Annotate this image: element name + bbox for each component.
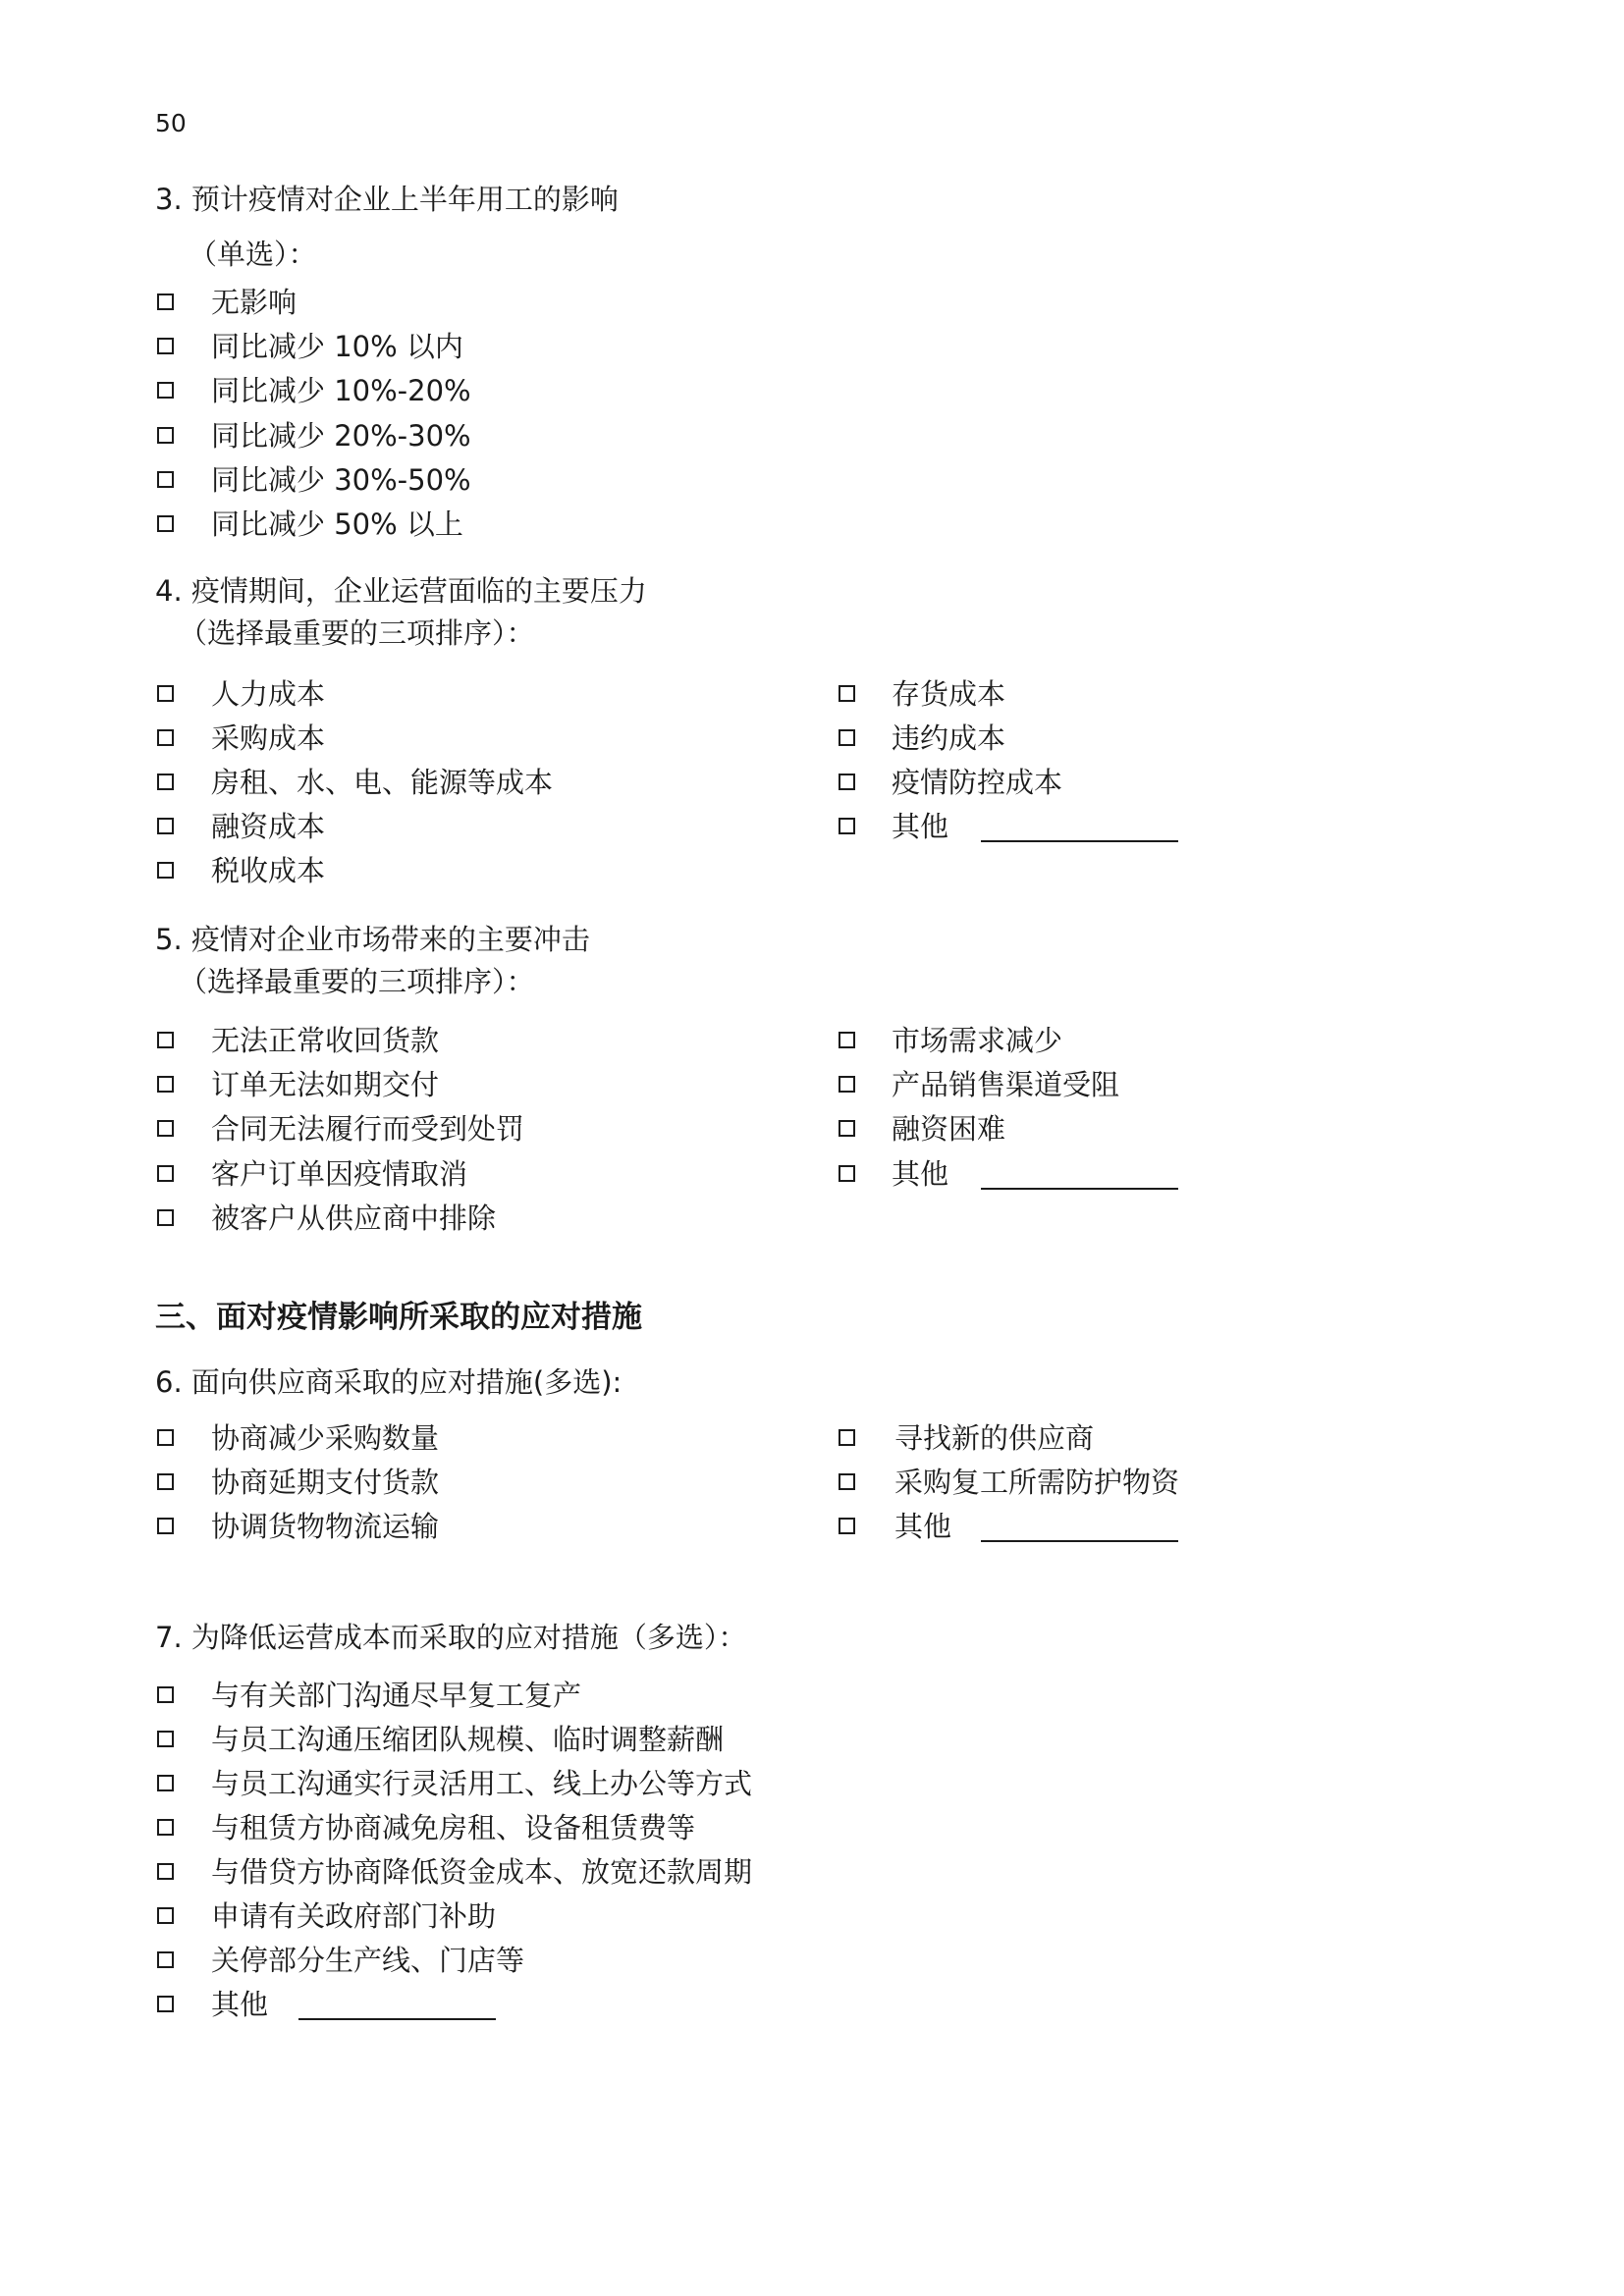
- option-label: 融资困难: [892, 1112, 1006, 1147]
- option-label: 同比减少 50% 以上: [211, 507, 463, 541]
- q5-subtitle: （选择最重要的三项排序）：: [179, 965, 535, 998]
- q6-title: 6. 面向供应商采取的应对措施(多选):: [155, 1365, 623, 1399]
- checkbox[interactable]: [157, 1775, 174, 1791]
- checkbox[interactable]: [157, 1209, 174, 1226]
- option-label: 同比减少 10%-20%: [211, 374, 471, 408]
- checkbox[interactable]: [839, 1165, 855, 1182]
- option-label: 其他: [894, 1510, 952, 1543]
- option-label: 采购成本: [211, 721, 326, 755]
- option-label: 无法正常收回货款: [211, 1024, 440, 1057]
- checkbox[interactable]: [157, 1518, 174, 1534]
- checkbox[interactable]: [157, 515, 174, 532]
- checkbox[interactable]: [157, 294, 174, 310]
- option-label: 同比减少 10% 以内: [211, 330, 463, 364]
- checkbox[interactable]: [839, 1473, 855, 1490]
- option-label: 存货成本: [892, 677, 1006, 711]
- checkbox[interactable]: [839, 729, 855, 746]
- option-label: 同比减少 30%-50%: [211, 462, 471, 497]
- checkbox[interactable]: [839, 1518, 855, 1534]
- checkbox[interactable]: [839, 774, 855, 790]
- checkbox[interactable]: [157, 471, 174, 488]
- option-label: 税收成本: [211, 854, 326, 887]
- option-label: 与借贷方协商降低资金成本、放宽还款周期: [211, 1855, 753, 1889]
- option-label: 采购复工所需防护物资: [894, 1466, 1180, 1499]
- option-label: 与租赁方协商减免房租、设备租赁费等: [211, 1811, 696, 1844]
- option-label: 同比减少 20%-30%: [211, 418, 471, 453]
- checkbox[interactable]: [157, 818, 174, 834]
- option-label: 融资成本: [211, 810, 326, 843]
- option-label: 违约成本: [892, 721, 1006, 755]
- checkbox[interactable]: [839, 685, 855, 702]
- option-label: 其他: [892, 810, 949, 843]
- q5-title: 5. 疫情对企业市场带来的主要冲击: [155, 923, 590, 956]
- option-label: 无影响: [211, 286, 298, 319]
- checkbox[interactable]: [157, 1907, 174, 1924]
- option-label: 申请有关政府部门补助: [211, 1899, 497, 1933]
- option-label: 协商延期支付货款: [211, 1466, 440, 1499]
- option-label: 与有关部门沟通尽早复工复产: [211, 1679, 582, 1712]
- option-label: 人力成本: [211, 677, 326, 711]
- checkbox[interactable]: [157, 685, 174, 702]
- option-label: 协调货物物流运输: [211, 1510, 440, 1543]
- checkbox[interactable]: [157, 862, 174, 879]
- option-label: 其他: [211, 1988, 269, 2021]
- q3-title: 3. 预计疫情对企业上半年用工的影响: [155, 183, 619, 216]
- other-fill-in-line[interactable]: [981, 840, 1178, 842]
- option-label: 合同无法履行而受到处罚: [211, 1112, 525, 1147]
- option-label: 关停部分生产线、门店等: [211, 1944, 525, 1977]
- checkbox[interactable]: [157, 1951, 174, 1968]
- option-label: 其他: [892, 1156, 949, 1191]
- option-label: 被客户从供应商中排除: [211, 1201, 497, 1235]
- checkbox[interactable]: [157, 1165, 174, 1182]
- option-label: 市场需求减少: [892, 1024, 1063, 1057]
- checkbox[interactable]: [839, 1032, 855, 1048]
- checkbox[interactable]: [839, 818, 855, 834]
- other-fill-in-line[interactable]: [981, 1188, 1178, 1190]
- q3-subtitle: （单选）：: [189, 238, 317, 271]
- checkbox[interactable]: [157, 1819, 174, 1836]
- checkbox[interactable]: [157, 1032, 174, 1048]
- page-number: 50: [155, 109, 187, 137]
- checkbox[interactable]: [839, 1120, 855, 1137]
- option-label: 与员工沟通实行灵活用工、线上办公等方式: [211, 1767, 753, 1800]
- checkbox[interactable]: [839, 1076, 855, 1093]
- q7-title: 7. 为降低运营成本而采取的应对措施（多选）：: [155, 1621, 747, 1654]
- checkbox[interactable]: [157, 729, 174, 746]
- checkbox[interactable]: [157, 1686, 174, 1703]
- checkbox[interactable]: [157, 1120, 174, 1137]
- option-label: 订单无法如期交付: [211, 1068, 440, 1102]
- option-label: 与员工沟通压缩团队规模、临时调整薪酬: [211, 1723, 725, 1756]
- checkbox[interactable]: [157, 1076, 174, 1093]
- checkbox[interactable]: [157, 1863, 174, 1880]
- q4-title: 4. 疫情期间，企业运营面临的主要压力: [155, 574, 647, 608]
- option-label: 产品销售渠道受阻: [892, 1068, 1120, 1102]
- checkbox[interactable]: [157, 1731, 174, 1747]
- checkbox[interactable]: [157, 1473, 174, 1490]
- checkbox[interactable]: [157, 427, 174, 444]
- checkbox[interactable]: [157, 338, 174, 354]
- option-label: 房租、水、电、能源等成本: [211, 766, 554, 799]
- option-label: 协商减少采购数量: [211, 1421, 440, 1455]
- option-label: 疫情防控成本: [892, 766, 1063, 799]
- checkbox[interactable]: [157, 382, 174, 399]
- checkbox[interactable]: [157, 1429, 174, 1446]
- checkbox[interactable]: [157, 774, 174, 790]
- option-label: 寻找新的供应商: [894, 1421, 1095, 1455]
- section-heading: 三、面对疫情影响所采取的应对措施: [155, 1300, 642, 1335]
- checkbox[interactable]: [157, 1996, 174, 2012]
- option-label: 客户订单因疫情取消: [211, 1156, 468, 1191]
- q4-subtitle: （选择最重要的三项排序）：: [179, 616, 535, 650]
- other-fill-in-line[interactable]: [298, 2018, 496, 2020]
- checkbox[interactable]: [839, 1429, 855, 1446]
- other-fill-in-line[interactable]: [981, 1540, 1178, 1542]
